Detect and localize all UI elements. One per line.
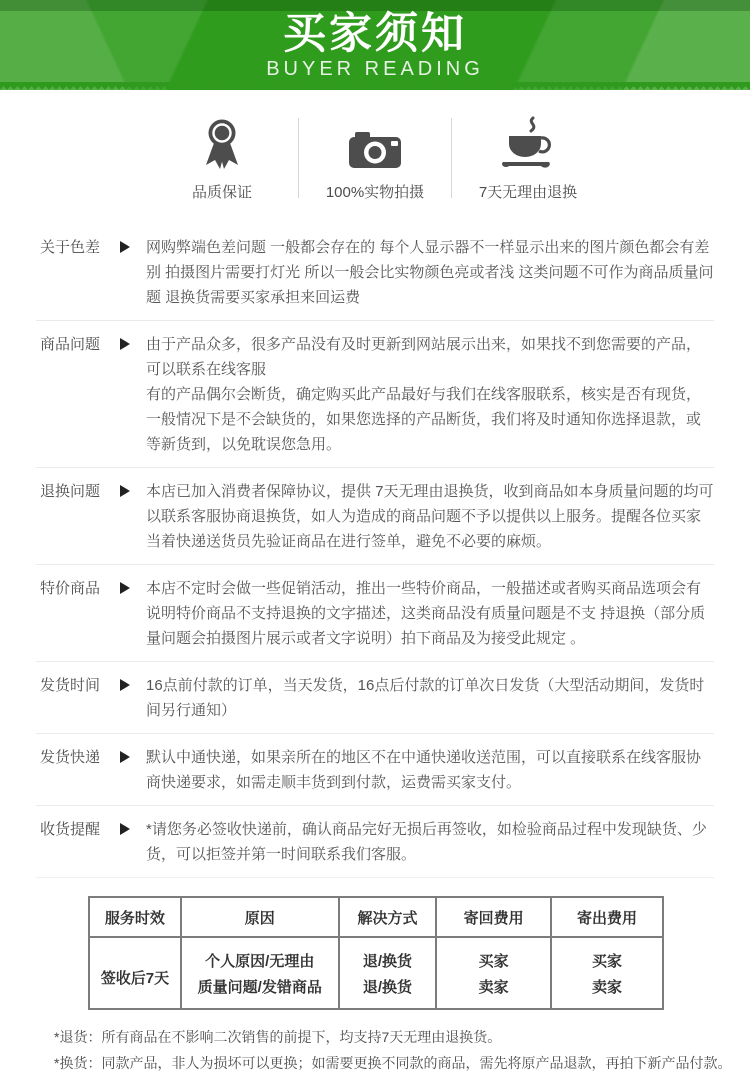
- arrow-right-icon: [120, 241, 130, 253]
- section-shipping-time: [36, 662, 714, 734]
- section-paragraph: 默认中通快递，如果亲所在的地区不在中通快递收送范围，可以直接联系在线客服协商快递要求，如需走顺丰货到到付款，运费需买家支付。: [146, 749, 702, 791]
- arrow-right-icon: [120, 582, 130, 594]
- feature-row: [0, 90, 750, 218]
- feature-quality: [146, 114, 298, 202]
- notice-sections: [0, 218, 750, 878]
- feature-label-7day-return: 7天无理由退换: [478, 184, 578, 201]
- section-label: 发货快递: [40, 749, 101, 766]
- arrow-right-icon: [120, 485, 130, 497]
- section-body: [146, 479, 714, 554]
- section-special-price: [36, 565, 714, 662]
- coffee-cup-icon: [452, 114, 604, 172]
- arrow-right-icon: [120, 679, 130, 691]
- section-product-issues: [36, 321, 714, 468]
- section-body: [146, 235, 714, 310]
- page-subtitle: BUYER READING: [266, 58, 484, 80]
- table-cell: 买家: [436, 937, 551, 973]
- section-body: [146, 817, 714, 867]
- table-cell: 签收后7天: [89, 937, 181, 1009]
- feature-7day-return: [452, 114, 604, 202]
- section-body: [146, 332, 714, 457]
- section-label: 特价商品: [40, 580, 101, 597]
- footnote-exchange: *换货：同款产品，非人为损坏可以更换；如需要更换不同款的商品，需先将原产品退款，再拍下新产品付款。: [54, 1055, 732, 1071]
- section-label: 收货提醒: [40, 821, 101, 838]
- section-label: 退换问题: [40, 483, 101, 500]
- table-header-cell: 解决方式: [339, 897, 437, 937]
- table-cell: 质量问题/发错商品: [181, 973, 339, 1009]
- arrow-right-icon: [120, 338, 130, 350]
- table-cell: 退/换货: [339, 973, 437, 1009]
- section-paragraph: 16点前付款的订单，当天发货，16点后付款的订单次日发货（大型活动期间，发货时间另行通知）: [146, 677, 705, 719]
- table-cell: 退/换货: [339, 937, 437, 973]
- arrow-right-icon: [120, 823, 130, 835]
- zigzag-edge: [0, 82, 750, 90]
- section-paragraph: 本店不定时会做一些促销活动，推出一些特价商品，一般描述或者购买商品选项会有说明特价商品不支持退换的文字描述，这类商品没有质量问题是不支 持退换（部分质量问题会拍摄图片展示或者文字说明）拍下商品及为接受此规定 。: [146, 580, 706, 647]
- section-body: [146, 745, 714, 795]
- arrow-right-icon: [120, 751, 130, 763]
- table-header-cell: 服务时效: [89, 897, 181, 937]
- table-cell: 买家: [551, 937, 663, 973]
- table-cell: 卖家: [551, 973, 663, 1009]
- section-label: 商品问题: [40, 336, 101, 353]
- section-label: 关于色差: [40, 239, 101, 256]
- section-receiving-reminder: [36, 806, 714, 878]
- footnote-return: *退货：所有商品在不影响二次销售的前提下，均支持7天无理由退换货。: [54, 1029, 502, 1045]
- feature-label-quality: 品质保证: [191, 184, 252, 201]
- section-paragraph: 本店已加入消费者保障协议，提供 7天无理由退换货，收到商品如本身质量问题的均可以联系客服协商退换货，如人为造成的商品问题不予以提供以上服务。提醒各位买家当着快递送货员先验证商品在进行签单，避免不必要的麻烦。: [146, 483, 714, 550]
- table-cell: 个人原因/无理由: [181, 937, 339, 973]
- section-label: 发货时间: [40, 677, 101, 694]
- section-return-exchange: [36, 468, 714, 565]
- header-banner: [0, 0, 750, 90]
- table-header-cell: 寄回费用: [436, 897, 551, 937]
- footnotes: [54, 1024, 750, 1076]
- section-paragraph: 有的产品偶尔会断货，确定购买此产品最好与我们在线客服联系，核实是否有现货，一般情况下是不会缺货的，如果您选择的产品断货，我们将及时通知你选择退款，或等新货到，以免耽误您急用。: [146, 386, 702, 453]
- section-paragraph: *请您务必签收快递前，确认商品完好无损后再签收，如检验商品过程中发现缺货、少货，可以拒签并第一时间联系我们客服。: [146, 821, 707, 863]
- feature-label-real-photo: 100%实物拍摄: [325, 184, 425, 201]
- page-title: 买家须知: [283, 10, 467, 58]
- table-cell: 卖家: [436, 973, 551, 1009]
- section-body: [146, 673, 714, 723]
- table-row: [89, 937, 663, 973]
- table-header-row: [89, 897, 663, 937]
- medal-icon: [146, 114, 298, 172]
- section-body: [146, 576, 714, 651]
- service-policy-table: [88, 896, 664, 1010]
- table-header-cell: 原因: [181, 897, 339, 937]
- table-header-cell: 寄出费用: [551, 897, 663, 937]
- camera-icon: [299, 114, 451, 172]
- section-paragraph: 由于产品众多，很多产品没有及时更新到网站展示出来，如果找不到您需要的产品，可以联系在线客服: [146, 336, 702, 378]
- feature-real-photo: [299, 114, 451, 202]
- section-color-difference: [36, 224, 714, 321]
- section-paragraph: 网购弊端色差问题 一般都会存在的 每个人显示器不一样显示出来的图片颜色都会有差别 拍摄图片需要打灯光 所以一般会比实物颜色亮或者浅 这类问题不可作为商品质量问题 退换货需要买家承担来回运费: [146, 239, 714, 306]
- section-shipping-courier: [36, 734, 714, 806]
